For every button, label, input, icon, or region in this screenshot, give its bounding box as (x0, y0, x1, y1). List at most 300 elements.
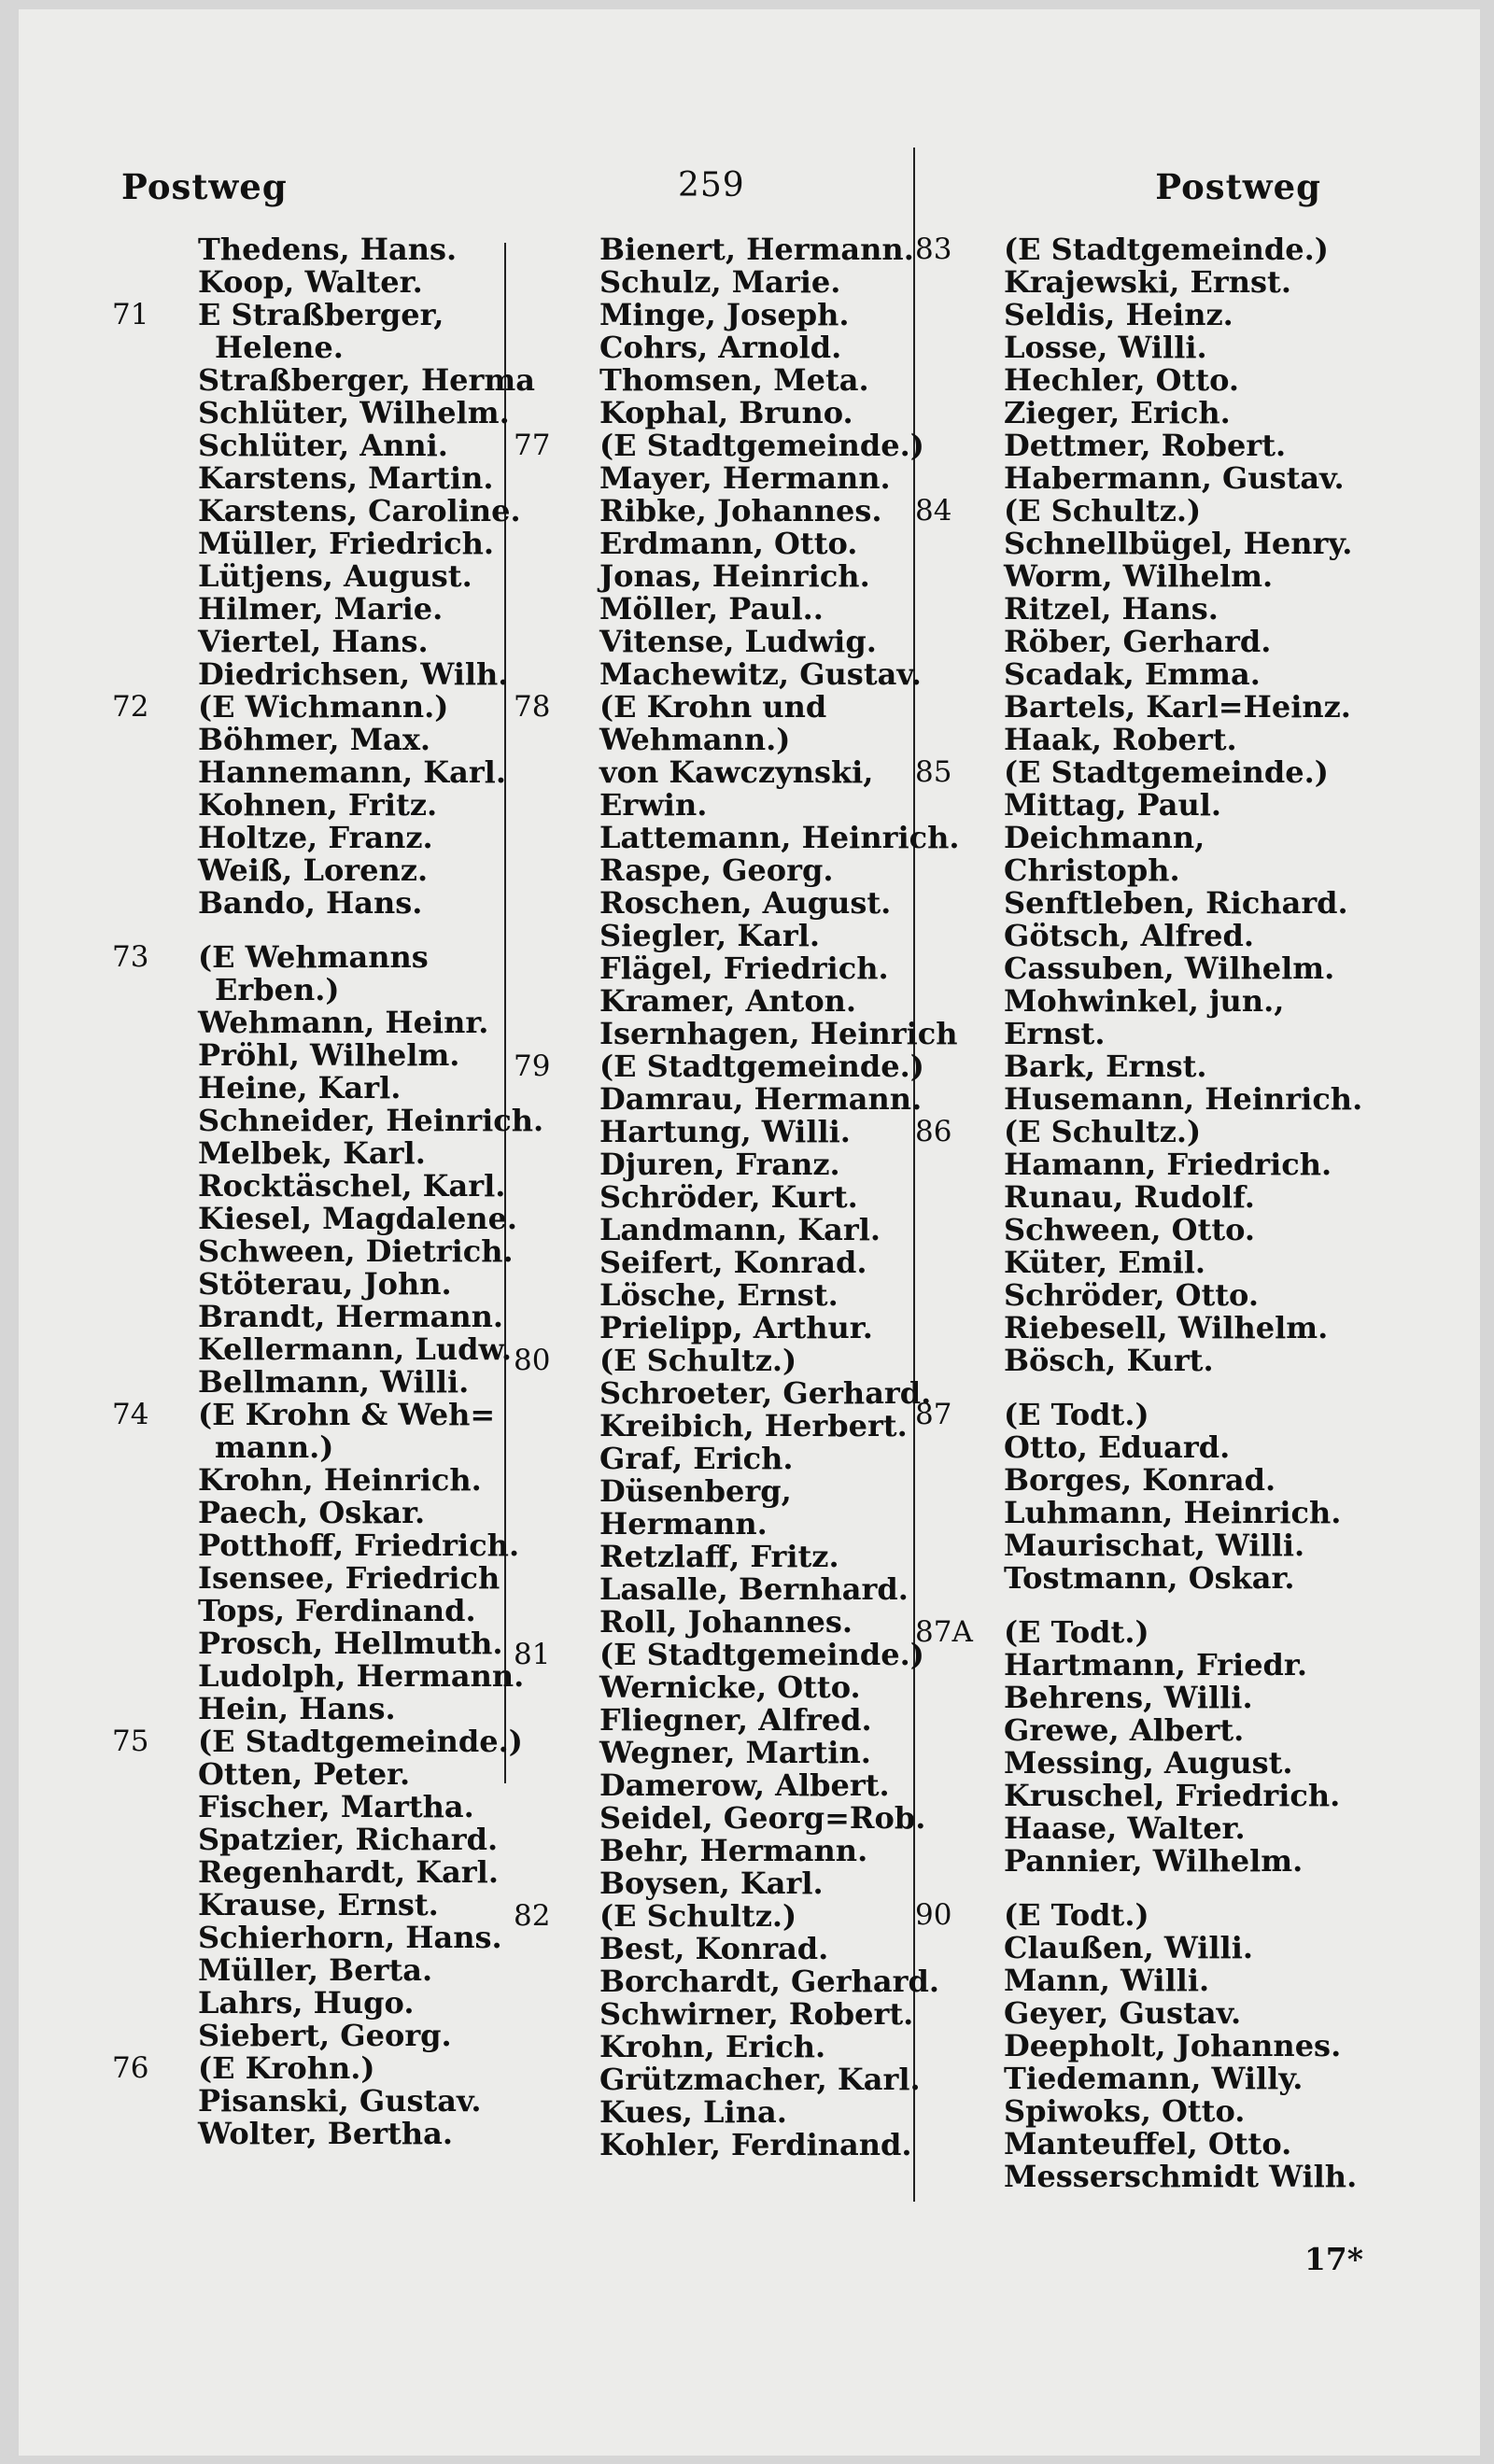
house-number-entry (514, 1345, 952, 1377)
resident-entry (112, 1301, 537, 1333)
resident-name: Riebesell, Wilhelm. (1004, 1310, 1329, 1345)
resident-entry (514, 952, 952, 985)
house-number: 83 (915, 232, 952, 266)
resident-entry (112, 626, 537, 658)
resident-entry (514, 1769, 952, 1802)
resident-entry (112, 1268, 537, 1301)
resident-name: Worm, Wilhelm. (1004, 558, 1274, 594)
resident-entry (514, 854, 952, 887)
resident-name: Schween, Dietrich. (198, 1233, 514, 1269)
resident-entry (514, 1116, 952, 1148)
resident-name: Spiwoks, Otto. (1004, 2093, 1246, 2129)
resident-name: Hechler, Otto. (1004, 362, 1240, 398)
house-number: 80 (514, 1344, 551, 1377)
resident-entry (112, 1693, 537, 1725)
resident-entry (112, 1464, 537, 1497)
resident-name: Borges, Konrad. (1004, 1462, 1276, 1498)
resident-name: (E Stadtgemeinde.) (599, 1049, 924, 1084)
resident-entry (915, 2063, 1354, 2095)
resident-entry (915, 1345, 1354, 1377)
resident-name: Bark, Ernst. (1004, 1049, 1207, 1084)
resident-entry (112, 1039, 537, 1072)
resident-entry (112, 1856, 537, 1889)
resident-name: Thomsen, Meta. (599, 362, 869, 398)
resident-entry (514, 1606, 952, 1639)
house-number: 86 (915, 1115, 952, 1148)
house-number: 78 (514, 690, 551, 724)
resident-name: Borchardt, Gerhard. (599, 1964, 939, 1999)
resident-entry (514, 1573, 952, 1606)
resident-entry (514, 1377, 952, 1410)
resident-name: Messing, August. (1004, 1745, 1293, 1781)
resident-entry (112, 1235, 537, 1268)
resident-name: (E Stadtgemeinde.) (599, 428, 924, 463)
resident-name: Melbek, Karl. (198, 1135, 426, 1171)
resident-entry (112, 1627, 537, 1660)
resident-entry (514, 1246, 952, 1279)
resident-name: (E Krohn & Weh= (198, 1397, 496, 1432)
resident-name: Stöterau, John. (198, 1266, 452, 1302)
resident-name: Fliegner, Alfred. (599, 1702, 872, 1738)
resident-name: Jonas, Heinrich. (599, 558, 870, 594)
resident-name: (E Krohn und (599, 689, 827, 725)
resident-entry (514, 920, 952, 952)
resident-entry (915, 429, 1354, 462)
resident-entry (514, 299, 952, 331)
resident-name: Düsenberg, (599, 1473, 792, 1509)
resident-name: (E Stadtgemeinde.) (599, 1637, 924, 1672)
resident-entry (514, 1671, 952, 1704)
resident-name: Viertel, Hans. (198, 624, 429, 659)
resident-name: (E Todt.) (1004, 1397, 1149, 1432)
resident-name: Losse, Willi. (1004, 330, 1207, 365)
resident-name: Retzlaff, Fritz. (599, 1539, 839, 1574)
resident-name: Fischer, Martha. (198, 1789, 474, 1824)
resident-name: Kues, Lina. (599, 2094, 787, 2130)
resident-name: Kiesel, Magdalene. (198, 1201, 518, 1236)
resident-name: (E Wehmanns (198, 939, 429, 975)
resident-entry (514, 658, 952, 691)
resident-name: Lösche, Ernst. (599, 1277, 839, 1313)
resident-name: Heine, Karl. (198, 1070, 402, 1105)
resident-entry (915, 1714, 1354, 1747)
house-number: 76 (112, 2051, 149, 2085)
running-head-left: Postweg (121, 166, 288, 207)
resident-name: Siebert, Georg. (198, 2018, 452, 2053)
resident-name: Böhmer, Max. (198, 722, 431, 757)
directory-page (19, 9, 1480, 2456)
resident-entry (112, 1922, 537, 1954)
house-number-entry (915, 756, 1354, 789)
house-number: 72 (112, 690, 149, 724)
house-number-entry (915, 1899, 1354, 1932)
resident-name: Ritzel, Hans. (1004, 591, 1219, 627)
resident-name: Schween, Otto. (1004, 1212, 1256, 1247)
resident-entry (514, 364, 952, 397)
resident-name: Mann, Willi. (1004, 1963, 1210, 1998)
resident-entry (514, 1933, 952, 1965)
resident-entry (514, 1083, 952, 1116)
resident-name: Weiß, Lorenz. (198, 852, 429, 888)
resident-name: Damerow, Albert. (599, 1767, 890, 1803)
resident-entry (112, 429, 537, 462)
resident-name: Grewe, Albert. (1004, 1712, 1245, 1748)
resident-name: Behr, Hermann. (599, 1833, 868, 1868)
resident-entry (112, 1203, 537, 1235)
resident-entry (915, 2030, 1354, 2063)
resident-name: Manteuffel, Otto. (1004, 2126, 1292, 2161)
house-number: 90 (915, 1898, 952, 1932)
resident-entry (112, 1072, 537, 1105)
resident-name: Müller, Friedrich. (198, 526, 494, 561)
resident-entry (112, 1431, 537, 1464)
house-number: 82 (514, 1899, 551, 1933)
resident-entry (514, 462, 952, 495)
house-number-entry (112, 1399, 537, 1431)
resident-entry (514, 626, 952, 658)
resident-entry (915, 1932, 1354, 1964)
resident-name: Prosch, Hellmuth. (198, 1626, 503, 1661)
resident-name: Flägel, Friedrich. (599, 950, 889, 986)
resident-name: Pisanski, Gustav. (198, 2083, 482, 2119)
house-number-entry (112, 299, 537, 331)
resident-name: Bösch, Kurt. (1004, 1343, 1214, 1378)
house-number-entry (514, 1050, 952, 1083)
resident-entry (514, 2129, 952, 2161)
column-left (112, 232, 544, 2151)
resident-name: Zieger, Erich. (1004, 395, 1231, 430)
resident-name: Hein, Hans. (198, 1691, 396, 1726)
resident-entry (915, 1181, 1354, 1214)
resident-name: Kellermann, Ludw. (198, 1331, 513, 1367)
resident-entry (514, 528, 952, 560)
resident-entry (112, 822, 537, 854)
resident-entry (112, 854, 537, 887)
resident-entry (112, 364, 537, 397)
resident-entry (112, 593, 537, 626)
resident-name: Regenhardt, Karl. (198, 1854, 499, 1890)
resident-entry (112, 331, 537, 364)
resident-name: (E Todt.) (1004, 1897, 1149, 1933)
resident-entry (915, 1018, 1354, 1050)
resident-name: Hartung, Willi. (599, 1114, 851, 1149)
resident-entry (112, 1823, 537, 1856)
resident-name: Koop, Walter. (198, 264, 423, 300)
resident-name: Lütjens, August. (198, 558, 472, 594)
resident-entry (915, 1214, 1354, 1246)
resident-name: Otten, Peter. (198, 1756, 411, 1792)
resident-entry (915, 822, 1354, 854)
resident-entry (514, 887, 952, 920)
resident-entry (915, 462, 1354, 495)
house-number: 73 (112, 940, 149, 974)
resident-entry (915, 1682, 1354, 1714)
house-number: 74 (112, 1398, 149, 1431)
resident-entry (514, 1737, 952, 1769)
resident-entry (915, 528, 1354, 560)
resident-entry (514, 1998, 952, 2031)
resident-name: Möller, Paul.. (599, 591, 824, 627)
resident-name: Götsch, Alfred. (1004, 918, 1254, 953)
resident-name: Müller, Berta. (198, 1952, 433, 1988)
resident-name: Erben.) (215, 972, 340, 1007)
house-number: 79 (514, 1049, 551, 1083)
resident-name: Krohn, Erich. (599, 2029, 826, 2064)
resident-entry (915, 593, 1354, 626)
resident-name: Wolter, Bertha. (198, 2116, 453, 2151)
signature-mark: 17* (1304, 2241, 1363, 2277)
resident-name: (E Schultz.) (1004, 1114, 1202, 1149)
resident-entry (915, 331, 1354, 364)
resident-name: Grützmacher, Karl. (599, 2062, 921, 2097)
resident-entry (112, 1007, 537, 1039)
resident-entry (915, 789, 1354, 822)
resident-entry (514, 1443, 952, 1475)
house-number-entry (112, 691, 537, 724)
resident-name: Machewitz, Gustav. (599, 656, 922, 692)
resident-entry (915, 1081, 1363, 1117)
resident-name: Graf, Erich. (599, 1441, 794, 1476)
house-number: 71 (112, 298, 149, 331)
resident-name: Schnellbügel, Henry. (1004, 526, 1353, 561)
resident-name: Ernst. (1004, 1016, 1106, 1051)
resident-name: Bellmann, Willi. (198, 1364, 470, 1400)
resident-name: Hilmer, Marie. (198, 591, 444, 627)
resident-entry (112, 2118, 537, 2150)
resident-name: Christoph. (1004, 852, 1180, 888)
resident-name: Boysen, Karl. (599, 1866, 824, 1901)
resident-entry (514, 1965, 952, 1998)
resident-entry (514, 397, 952, 429)
resident-entry (915, 1497, 1354, 1529)
resident-entry (915, 2159, 1358, 2194)
resident-name: Deichmann, (1004, 820, 1205, 855)
resident-entry (915, 364, 1354, 397)
resident-entry (112, 1170, 537, 1203)
resident-entry (112, 2020, 537, 2052)
resident-name: Seidel, Georg=Rob. (599, 1800, 926, 1836)
resident-name: Bienert, Hermann. (599, 232, 914, 267)
resident-name: Diedrichsen, Wilh. (198, 656, 509, 692)
resident-name: Holtze, Franz. (198, 820, 433, 855)
resident-entry (915, 2128, 1354, 2161)
resident-entry (514, 2031, 952, 2063)
resident-name: Djuren, Franz. (599, 1147, 840, 1182)
resident-entry (514, 1410, 952, 1443)
resident-name: (E Schultz.) (599, 1898, 797, 1934)
resident-entry (514, 1148, 952, 1181)
resident-name: Wegner, Martin. (599, 1735, 871, 1770)
resident-entry (514, 2096, 952, 2129)
resident-name: Pröhl, Wilhelm. (198, 1037, 460, 1073)
house-number-entry (112, 2052, 537, 2085)
resident-entry (514, 593, 952, 626)
resident-name: (E Stadtgemeinde.) (1004, 232, 1329, 267)
resident-name: Maurischat, Willi. (1004, 1528, 1305, 1563)
resident-entry (915, 1431, 1354, 1464)
house-number-entry (112, 1725, 537, 1758)
resident-name: Runau, Rudolf. (1004, 1179, 1255, 1215)
resident-entry (112, 1987, 537, 2020)
resident-entry (514, 266, 952, 299)
resident-name: Spatzier, Richard. (198, 1822, 499, 1857)
house-number-entry (915, 233, 1354, 266)
resident-entry (514, 1214, 952, 1246)
resident-entry (514, 560, 952, 593)
resident-name: Erwin. (599, 787, 708, 823)
resident-entry (112, 658, 537, 691)
resident-name: Potthoff, Friedrich. (198, 1528, 520, 1563)
house-number-entry (915, 1399, 1354, 1431)
resident-entry (514, 1704, 952, 1737)
resident-entry (514, 1016, 958, 1051)
resident-entry (915, 1812, 1354, 1845)
resident-entry (915, 1464, 1354, 1497)
resident-name: Hermann. (599, 1506, 768, 1542)
house-number-entry (514, 1639, 952, 1671)
resident-name: Schroeter, Gerhard. (599, 1375, 932, 1411)
resident-entry (915, 854, 1354, 887)
resident-name: Isensee, Friedrich (198, 1560, 500, 1596)
resident-entry (915, 1780, 1354, 1812)
resident-name: Haase, Walter. (1004, 1810, 1246, 1846)
house-number: 84 (915, 494, 952, 528)
resident-name: Rocktäschel, Karl. (198, 1168, 506, 1204)
resident-entry (112, 528, 537, 560)
resident-entry (915, 397, 1354, 429)
resident-entry (915, 985, 1354, 1018)
resident-entry (112, 1333, 537, 1366)
resident-entry (112, 1595, 537, 1627)
resident-name: Otto, Eduard. (1004, 1429, 1231, 1465)
resident-entry (915, 1246, 1354, 1279)
resident-entry (112, 1660, 537, 1693)
resident-name: Thedens, Hans. (198, 232, 458, 267)
resident-name: Erdmann, Otto. (599, 526, 858, 561)
resident-name: Best, Konrad. (599, 1931, 829, 1966)
resident-entry (514, 331, 952, 364)
house-number-entry (915, 1616, 1354, 1649)
resident-name: Tops, Ferdinand. (198, 1593, 476, 1628)
resident-entry (915, 658, 1354, 691)
resident-name: Wernicke, Otto. (599, 1669, 861, 1705)
column-middle (514, 232, 960, 2162)
resident-name: Haak, Robert. (1004, 722, 1237, 757)
resident-name: (E Wichmann.) (198, 689, 449, 725)
resident-name: Lasalle, Bernhard. (599, 1571, 909, 1607)
resident-name: Siegler, Karl. (599, 918, 821, 953)
resident-name: Ludolph, Hermann. (198, 1658, 525, 1694)
resident-entry (514, 789, 952, 822)
resident-entry (112, 560, 537, 593)
resident-name: Behrens, Willi. (1004, 1680, 1253, 1715)
resident-name: Bartels, Karl=Heinz. (1004, 689, 1351, 725)
resident-name: Krause, Ernst. (198, 1887, 439, 1922)
resident-name: Minge, Joseph. (599, 297, 850, 332)
resident-name: (E Todt.) (1004, 1614, 1149, 1650)
resident-entry (112, 462, 537, 495)
resident-entry (514, 233, 952, 266)
resident-entry (112, 1758, 537, 1791)
resident-name: Kohnen, Fritz. (198, 787, 438, 823)
resident-name: Landmann, Karl. (599, 1212, 881, 1247)
resident-name: Messerschmidt Wilh. (1004, 2159, 1358, 2194)
house-number: 87A (915, 1615, 973, 1649)
resident-name: Karstens, Martin. (198, 460, 494, 496)
resident-name: Kreibich, Herbert. (599, 1408, 908, 1443)
resident-name: Kramer, Anton. (599, 983, 857, 1019)
resident-name: Krajewski, Ernst. (1004, 264, 1291, 300)
resident-name: Habermann, Gustav. (1004, 460, 1345, 496)
resident-entry (112, 1497, 537, 1529)
resident-name: Wehmann, Heinr. (198, 1005, 489, 1040)
resident-name: Lattemann, Heinrich. (599, 820, 960, 855)
resident-name: Karstens, Caroline. (198, 493, 521, 528)
resident-entry (915, 724, 1354, 756)
resident-entry (514, 985, 952, 1018)
resident-name: Roschen, August. (599, 885, 892, 921)
page-header (19, 9, 1480, 207)
column-right (915, 232, 1363, 2194)
resident-name: Kohler, Ferdinand. (599, 2127, 912, 2162)
resident-name: Cohrs, Arnold. (599, 330, 842, 365)
house-number-entry (514, 1900, 952, 1933)
resident-entry (112, 756, 537, 789)
resident-entry (514, 1475, 952, 1508)
resident-name: Deepholt, Johannes. (1004, 2028, 1342, 2063)
resident-entry (915, 1649, 1354, 1682)
resident-entry (112, 1366, 537, 1399)
resident-entry (514, 1279, 952, 1312)
resident-name: mann.) (215, 1429, 334, 1465)
resident-name: Geyer, Gustav. (1004, 1995, 1242, 2031)
resident-entry (112, 1137, 537, 1170)
resident-entry (915, 887, 1354, 920)
resident-entry (112, 1562, 537, 1595)
resident-entry (915, 1964, 1354, 1997)
resident-name: Raspe, Georg. (599, 852, 834, 888)
page-number: 259 (678, 166, 745, 204)
resident-name: Vitense, Ludwig. (599, 624, 877, 659)
resident-name: Lahrs, Hugo. (198, 1985, 415, 2020)
resident-entry (915, 691, 1354, 724)
resident-name: Schröder, Otto. (1004, 1277, 1259, 1313)
resident-name: Helene. (215, 330, 344, 365)
running-head-right: Postweg (1155, 166, 1321, 207)
resident-name: Küter, Emil. (1004, 1245, 1206, 1280)
resident-entry (514, 1835, 952, 1867)
resident-entry (514, 756, 952, 789)
resident-entry (915, 1148, 1354, 1181)
resident-entry (514, 1181, 952, 1214)
resident-name: Mayer, Hermann. (599, 460, 891, 496)
resident-entry (112, 266, 537, 299)
resident-name: (E Schultz.) (1004, 493, 1202, 528)
resident-name: Mohwinkel, jun., (1004, 983, 1285, 1019)
resident-name: Schierhorn, Hans. (198, 1920, 502, 1955)
resident-entry (514, 1867, 952, 1900)
resident-name: Hamann, Friedrich. (1004, 1147, 1332, 1182)
resident-entry (112, 1791, 537, 1823)
resident-name: von Kawczynski, (599, 754, 874, 790)
resident-entry (514, 724, 952, 756)
resident-name: Röber, Gerhard. (1004, 624, 1272, 659)
resident-name: Paech, Oskar. (198, 1495, 426, 1530)
resident-entry (915, 1279, 1354, 1312)
resident-entry (915, 1050, 1354, 1083)
house-number: 75 (112, 1725, 149, 1758)
house-number-entry (514, 691, 952, 724)
